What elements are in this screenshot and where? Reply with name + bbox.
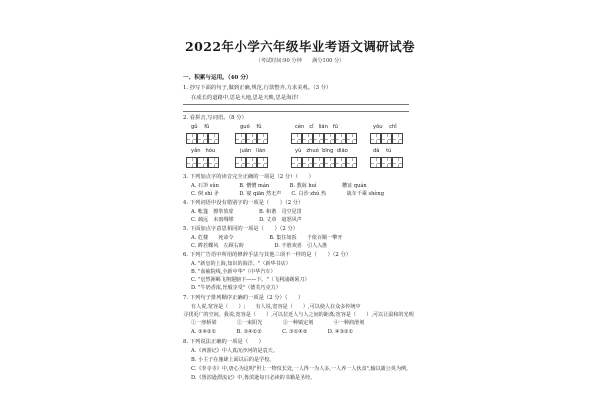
q8-option: B. 小主子在施肆上面以后的是学校。	[191, 357, 275, 363]
q6-option: D. "牛奶香浓,丝般享受"（德芙巧克力）	[191, 285, 281, 291]
pinyin-label: guó fǔ	[240, 124, 262, 130]
q4-prompt: 4. 下列词语中没有错别字的一项是（ ）（2 分）	[183, 200, 304, 206]
answer-grid[interactable]	[370, 133, 403, 144]
answer-grid[interactable]	[370, 157, 403, 168]
answer-grid[interactable]	[186, 133, 219, 144]
q5-prompt: 5. 下面加点字意思相同的一项是（ ）（2 分）	[183, 226, 299, 232]
pinyin-label: yǎn hóu	[191, 148, 216, 154]
section-heading: 一、积累与运用。（40 分）	[183, 75, 252, 81]
answer-grid[interactable]	[291, 157, 357, 168]
q2-prompt: 2. 看拼音,写词语。（8 分）	[183, 115, 247, 121]
q1-prompt: 1. 抄写下面的句子,做到正确,规范,行款整齐,力求美观。（3 分）	[183, 85, 332, 91]
q7-line: 有人说,宽容是（ ）; 有人说,宽容是（ ）,可以使人在众多传统中	[191, 304, 361, 310]
page-title: 2022年小学六年级毕业考语文调研试卷	[185, 39, 415, 54]
writing-line	[183, 111, 409, 112]
q5-option-row: C. 眸若蝶风 左顾右盼 D. 不胜欢喜 引人入胜	[191, 243, 328, 249]
q8-prompt: 8. 下列说法正确的一项是（ ）	[183, 339, 264, 345]
writing-line	[183, 104, 409, 105]
q4-option-row: A. 帐篷 擦拳放扉 B. 和谐 司空见贯	[191, 209, 302, 215]
answer-grid[interactable]	[235, 133, 268, 144]
q6-option: B. "血袖院线,全新中华"（中华汽车）	[191, 269, 276, 275]
answer-grid[interactable]	[291, 133, 357, 144]
pinyin-label: dà tú	[373, 148, 392, 154]
q1-sentence: 在成长的道路中,思是大地,思是天映,思是海洋!	[191, 95, 299, 101]
q5-option-row: A. 危楼 死命令 B. 集住如饭 千依百顺一擎开	[191, 235, 343, 241]
exam-info: （考试时间:90 分钟 满分100 分）	[255, 58, 345, 64]
q3-option-row: A. 石笋 sǔn B. 懵懵 mán B. 教诲 huì 糟证 quán	[191, 183, 367, 189]
pinyin-label: gǔ fǔ	[191, 124, 210, 130]
q8-option: C.《李寺寺》中,唐心为这明"世上一物仅长处,一人得一为人多,一人养一人伙食",输以蒲公英为例。	[191, 366, 412, 372]
q6-option: A. "新皇的上海,知识的海洋。"（新华书店）	[191, 261, 291, 267]
q8-option: A.《西游记》中人真沉沙河的是袁天。	[191, 348, 278, 354]
q3-option-row: C. 倒 shì 矛 D. 窥 qiān 然无声 C. 白沙 zhú 热 战车千乘 shèng	[191, 191, 384, 197]
answer-grid[interactable]	[235, 157, 268, 168]
q7-prompt: 7. 下列句子排列顺序正确的一项是（2 分）（ ）	[183, 295, 304, 301]
q6-prompt: 6. 下列广告语中所用的修辞手法与其他三项不一样的是（ ）（2 分）	[183, 252, 352, 258]
q7-line: ①一座桥梁 ②一束阳光 ③一种镇定剂 ④一种润滑剂	[191, 320, 365, 326]
q7-line: 寻找更广的空间。我说,宽容是（ ）,可以拉近人与人之间的距离;宽容是（ ）,可以让温和的光明	[183, 312, 414, 318]
q8-option: D.《鲁滨逊漂流记》中,鲁滨逊每日必读的书籍是圣经。	[191, 375, 316, 381]
pinyin-label: yǒu chǐ	[373, 124, 397, 130]
pinyin-label: juān liàn	[240, 148, 266, 154]
q6-option: C. "皇然洲羁飞翔翅膀下——下。"（飞利浦剃须刀）	[191, 277, 310, 283]
q7-options: A. ③④②① B. ③④①② C. ③①④② D. ④③②①	[191, 329, 354, 335]
q4-option-row: C. 疏远 未雨绸缪 D. 丈章 毫怒风声	[191, 217, 302, 223]
answer-grid[interactable]	[186, 157, 219, 168]
pinyin-label: cén cǐ lián fú	[295, 124, 338, 130]
q3-prompt: 3. 下列加点字的读音完全正确的一项是（2 分）（ ）	[183, 174, 314, 180]
pinyin-label: yù zhuó bīng diāo	[295, 148, 348, 154]
